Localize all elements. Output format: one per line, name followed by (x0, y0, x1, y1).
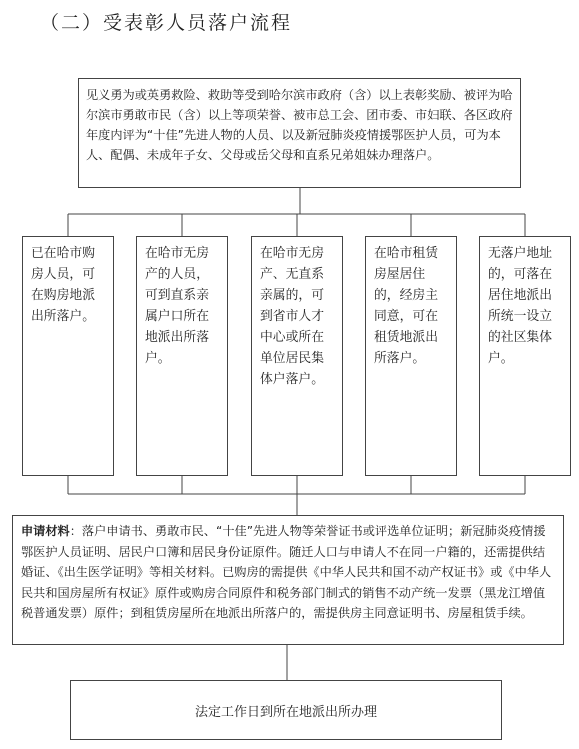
option-text: 在哈市无房产的人员，可到直系亲属户口所在地派出所落户。 (145, 246, 209, 366)
final-step-text: 法定工作日到所在地派出所办理 (194, 704, 377, 720)
option-text: 已在哈市购房人员，可在购房地派出所落户。 (31, 246, 95, 324)
page-title: （二）受表彰人员落户流程 (40, 12, 293, 34)
option-box-rented-home (365, 236, 457, 476)
option-text: 在哈市租赁房屋居住的，经房主同意，可在租赁地派出所落户。 (374, 246, 438, 366)
requirements-label: 申请材料 (21, 524, 70, 538)
requirements-box (12, 515, 564, 645)
eligibility-text: 见义勇为或英勇救险、救助等受到哈尔滨市政府（含）以上表彰奖励、被评为哈尔滨市勇敢市民（含）以上等项荣誉、被市总工会、团市委、市妇联、各区政府年度内评为“十佳”先进人物的人员、以及新冠肺炎疫情援鄂医护人员，可为本人、配偶、未成年子女、父母或岳父母和直系兄弟姐妹办理落户。 (86, 88, 513, 162)
option-box-purchased-home (22, 236, 114, 476)
option-box-community-collective (479, 236, 571, 476)
final-step-box (70, 680, 502, 740)
requirements-text: ：落户申请书、勇敢市民、“十佳”先进人物等荣誉证书或评选单位证明；新冠肺炎疫情援鄂医护人员证明、居民户口簿和居民身份证原件。随迁人口与申请人不在同一户籍的，还需提供结婚证、《出生医学证明》等相关材料。已购房的需提供《中华人民共和国不动产权证书》或《中华人民共和国房屋所有权证》原件或购房合同原件和税务部门制式的销售不动产统一发票（黑龙江增值税普通发票）原件；到租赁房屋所在地派出所落户的，需提供房主同意证明书、房屋租赁手续。 (21, 524, 552, 620)
option-box-talent-center (251, 236, 343, 476)
eligibility-box (78, 78, 521, 188)
option-text: 在哈市无房产、无直系亲属的，可到省市人才中心或所在单位居民集体户落户。 (260, 246, 324, 387)
option-text: 无落户地址的，可落在居住地派出所统一设立的社区集体户。 (488, 246, 552, 366)
option-box-relatives-household (136, 236, 228, 476)
